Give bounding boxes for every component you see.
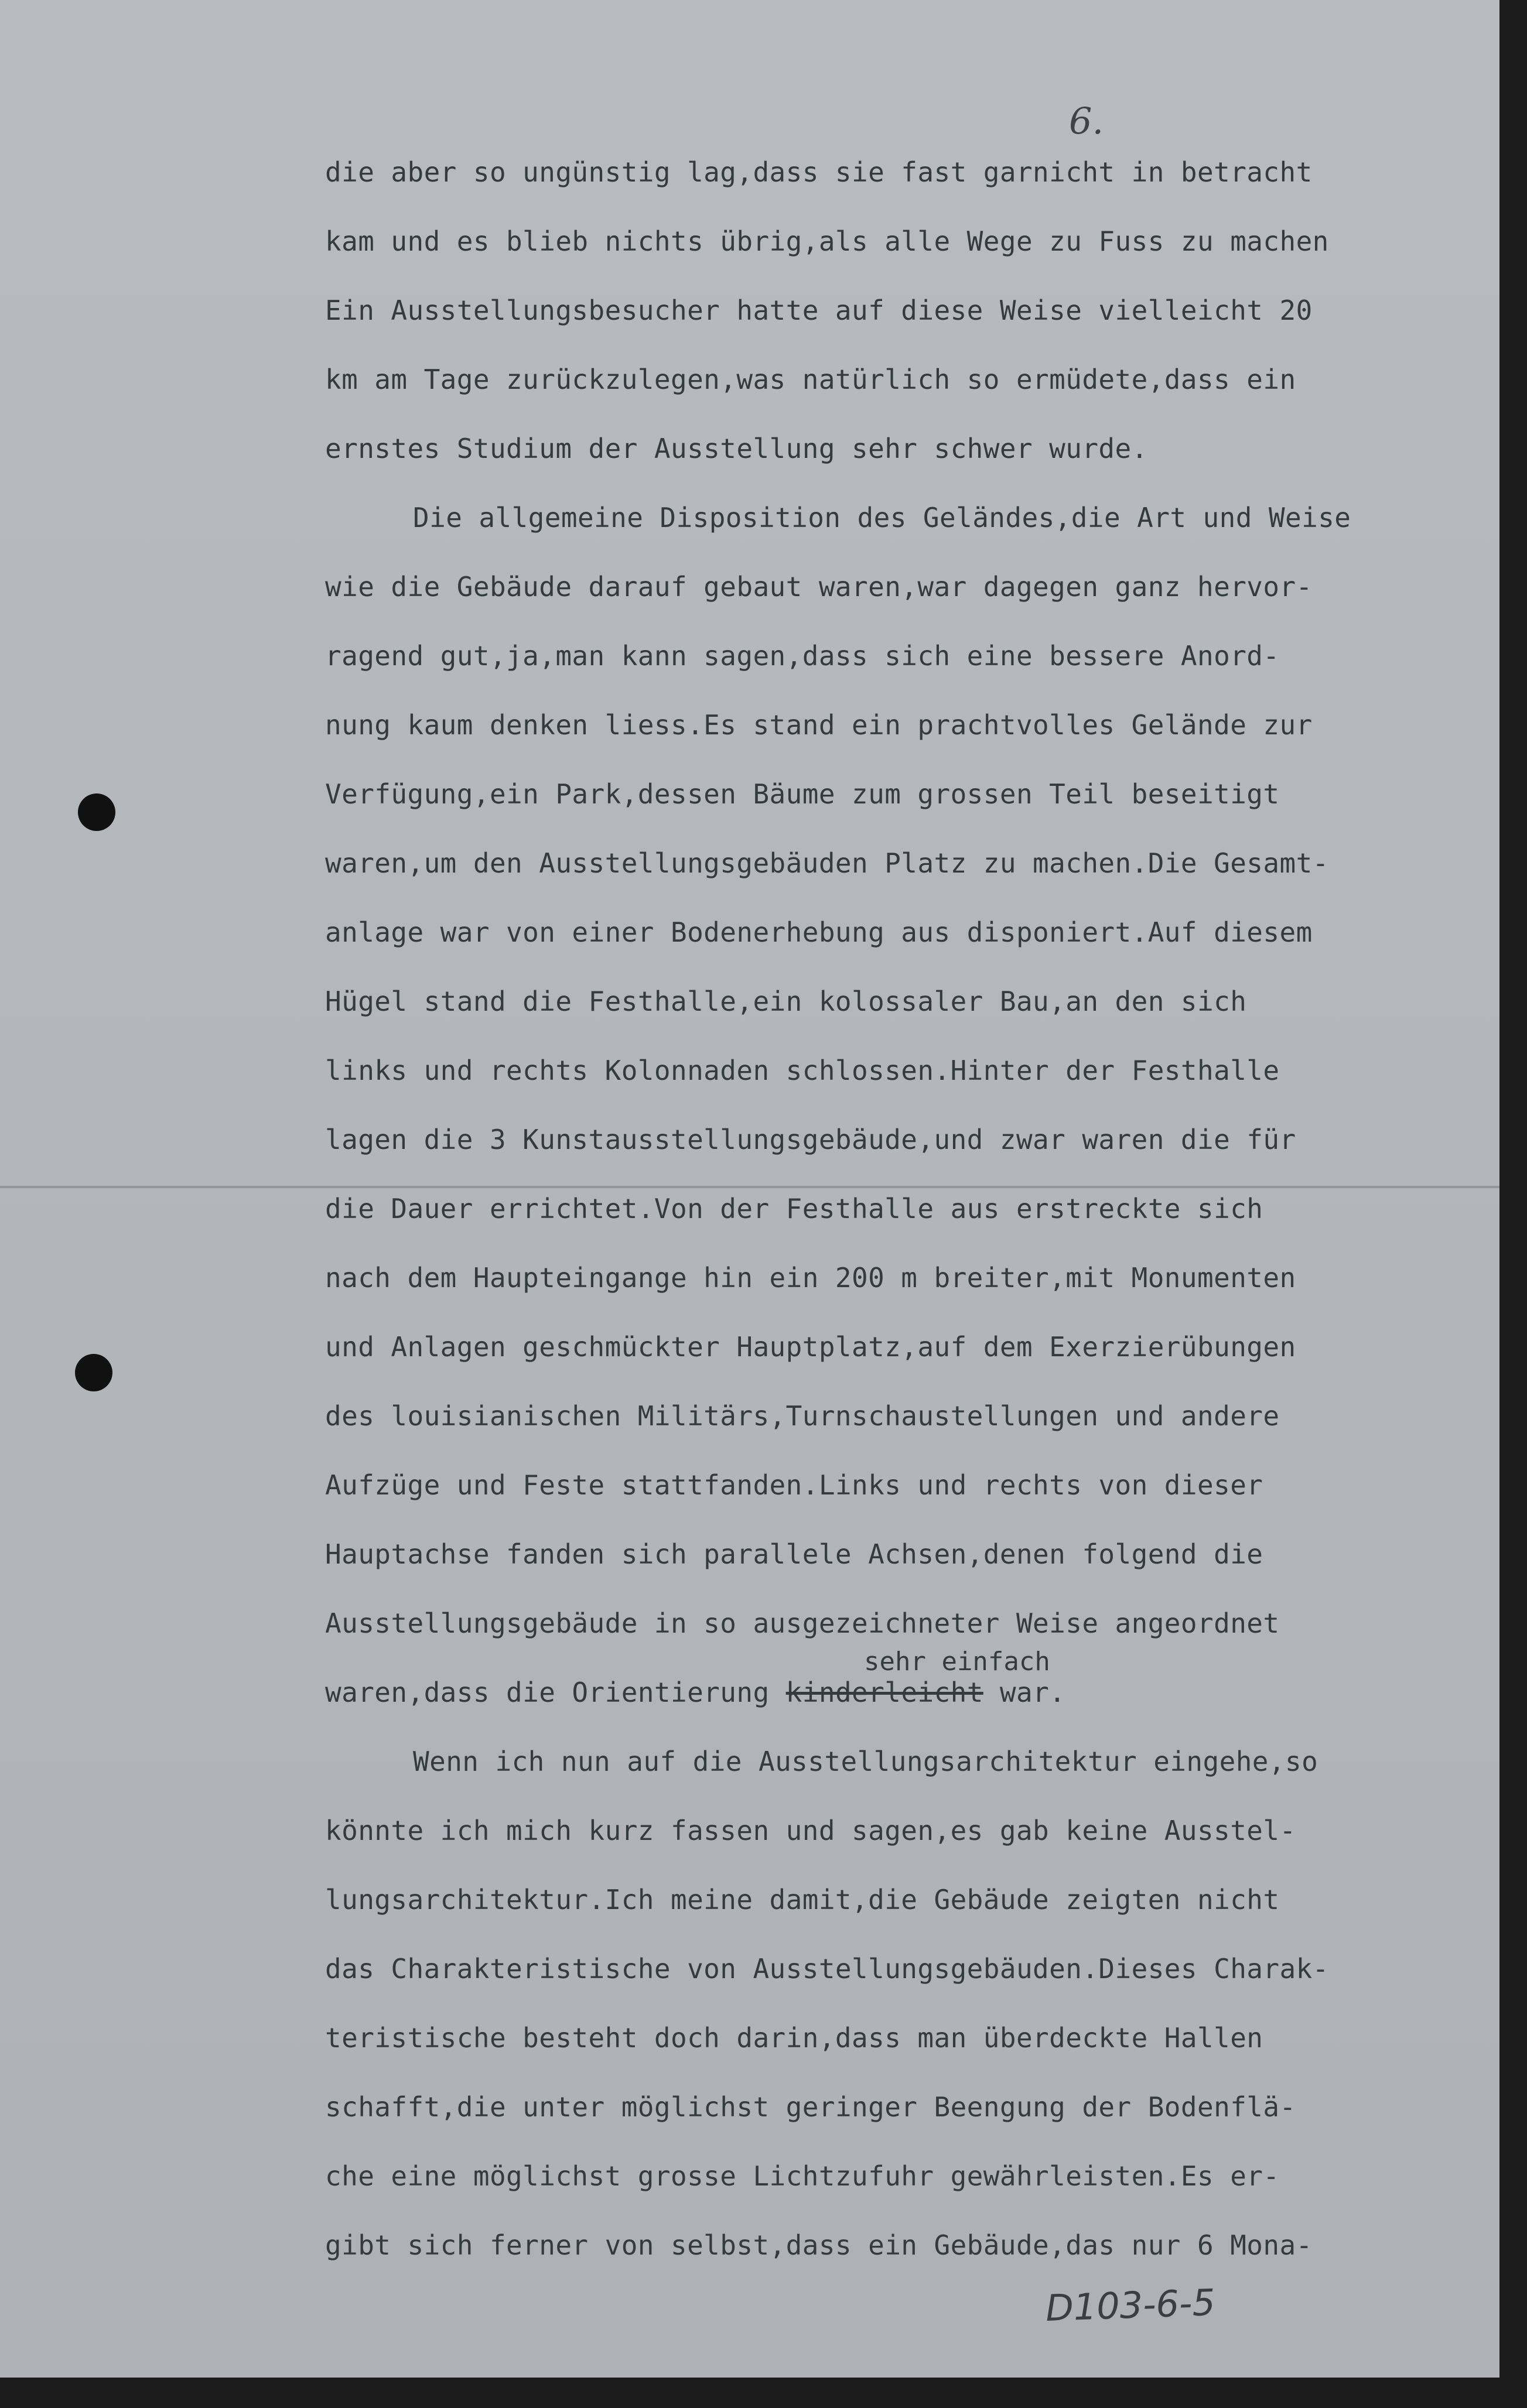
text-line: Aufzüge und Feste stattfanden.Links und rechts von dieser xyxy=(325,1469,1263,1501)
text-line: nung kaum denken liess.Es stand ein prachtvolles Gelände zur xyxy=(325,709,1313,741)
text-fragment: war. xyxy=(983,1677,1066,1708)
text-line: teristische besteht doch darin,dass man überdeckte Hallen xyxy=(325,2022,1263,2054)
text-line: Verfügung,ein Park,dessen Bäume zum grossen Teil beseitigt xyxy=(325,778,1280,810)
text-line: Wenn ich nun auf die Ausstellungsarchitektur eingehe,so xyxy=(413,1746,1318,1777)
struck-word: kinderleicht xyxy=(785,1677,983,1708)
text-line: anlage war von einer Bodenerhebung aus disponiert.Auf diesem xyxy=(325,916,1313,948)
text-line: ragend gut,ja,man kann sagen,dass sich eine bessere Anord- xyxy=(325,640,1280,672)
text-line: das Charakteristische von Ausstellungsgebäuden.Dieses Charak- xyxy=(325,1953,1329,1985)
text-line: Ausstellungsgebäude in so ausgezeichneter Weise angeordnet xyxy=(325,1607,1280,1639)
text-fragment: waren,dass die Orientierung xyxy=(325,1677,786,1708)
text-line: die Dauer errichtet.Von der Festhalle aus erstreckte sich xyxy=(325,1193,1263,1224)
text-line: gibt sich ferner von selbst,dass ein Gebäude,das nur 6 Mona- xyxy=(325,2229,1313,2261)
text-line: che eine möglichst grosse Lichtzufuhr gewährleisten.Es er- xyxy=(325,2160,1280,2192)
text-line: die aber so ungünstig lag,dass sie fast garnicht in betracht xyxy=(325,156,1313,188)
archive-signature: D103-6-5 xyxy=(1044,2280,1216,2330)
typed-insertion: sehr einfach xyxy=(864,1647,1050,1677)
text-line: schafft,die unter möglichst geringer Beengung der Bodenflä- xyxy=(325,2091,1296,2123)
text-line: lungsarchitektur.Ich meine damit,die Gebäude zeigten nicht xyxy=(325,1884,1280,1916)
text-line: und Anlagen geschmückter Hauptplatz,auf dem Exerzierübungen xyxy=(325,1331,1296,1363)
text-line: Die allgemeine Disposition des Geländes,die Art und Weise xyxy=(413,502,1351,533)
text-line: des louisianischen Militärs,Turnschaustellungen und andere xyxy=(325,1400,1280,1432)
text-line: wie die Gebäude darauf gebaut waren,war dagegen ganz hervor- xyxy=(325,571,1313,603)
text-line: Ein Ausstellungsbesucher hatte auf diese Weise vielleicht 20 xyxy=(325,295,1313,326)
punch-hole-bottom xyxy=(75,1354,112,1391)
text-line: kam und es blieb nichts übrig,als alle Wege zu Fuss zu machen xyxy=(325,225,1329,257)
text-line: könnte ich mich kurz fassen und sagen,es gab keine Ausstel- xyxy=(325,1815,1296,1846)
text-line: links und rechts Kolonnaden schlossen.Hinter der Festhalle xyxy=(325,1055,1280,1086)
text-line: Hauptachse fanden sich parallele Achsen,denen folgend die xyxy=(325,1538,1263,1570)
text-line: lagen die 3 Kunstausstellungsgebäude,und zwar waren die für xyxy=(325,1124,1296,1155)
body-text xyxy=(325,138,1473,2280)
punch-hole-top xyxy=(78,793,115,831)
text-line: waren,um den Ausstellungsgebäuden Platz zu machen.Die Gesamt- xyxy=(325,847,1329,879)
text-line: km am Tage zurückzulegen,was natürlich so ermüdete,dass ein xyxy=(325,364,1296,395)
text-line: ernstes Studium der Ausstellung sehr schwer wurde. xyxy=(325,433,1148,464)
handwritten-page-number: 6. xyxy=(1069,100,1104,142)
text-line: nach dem Haupteingange hin ein 200 m breiter,mit Monumenten xyxy=(325,1262,1296,1294)
text-line: Hügel stand die Festhalle,ein kolossaler Bau,an den sich xyxy=(325,986,1247,1017)
